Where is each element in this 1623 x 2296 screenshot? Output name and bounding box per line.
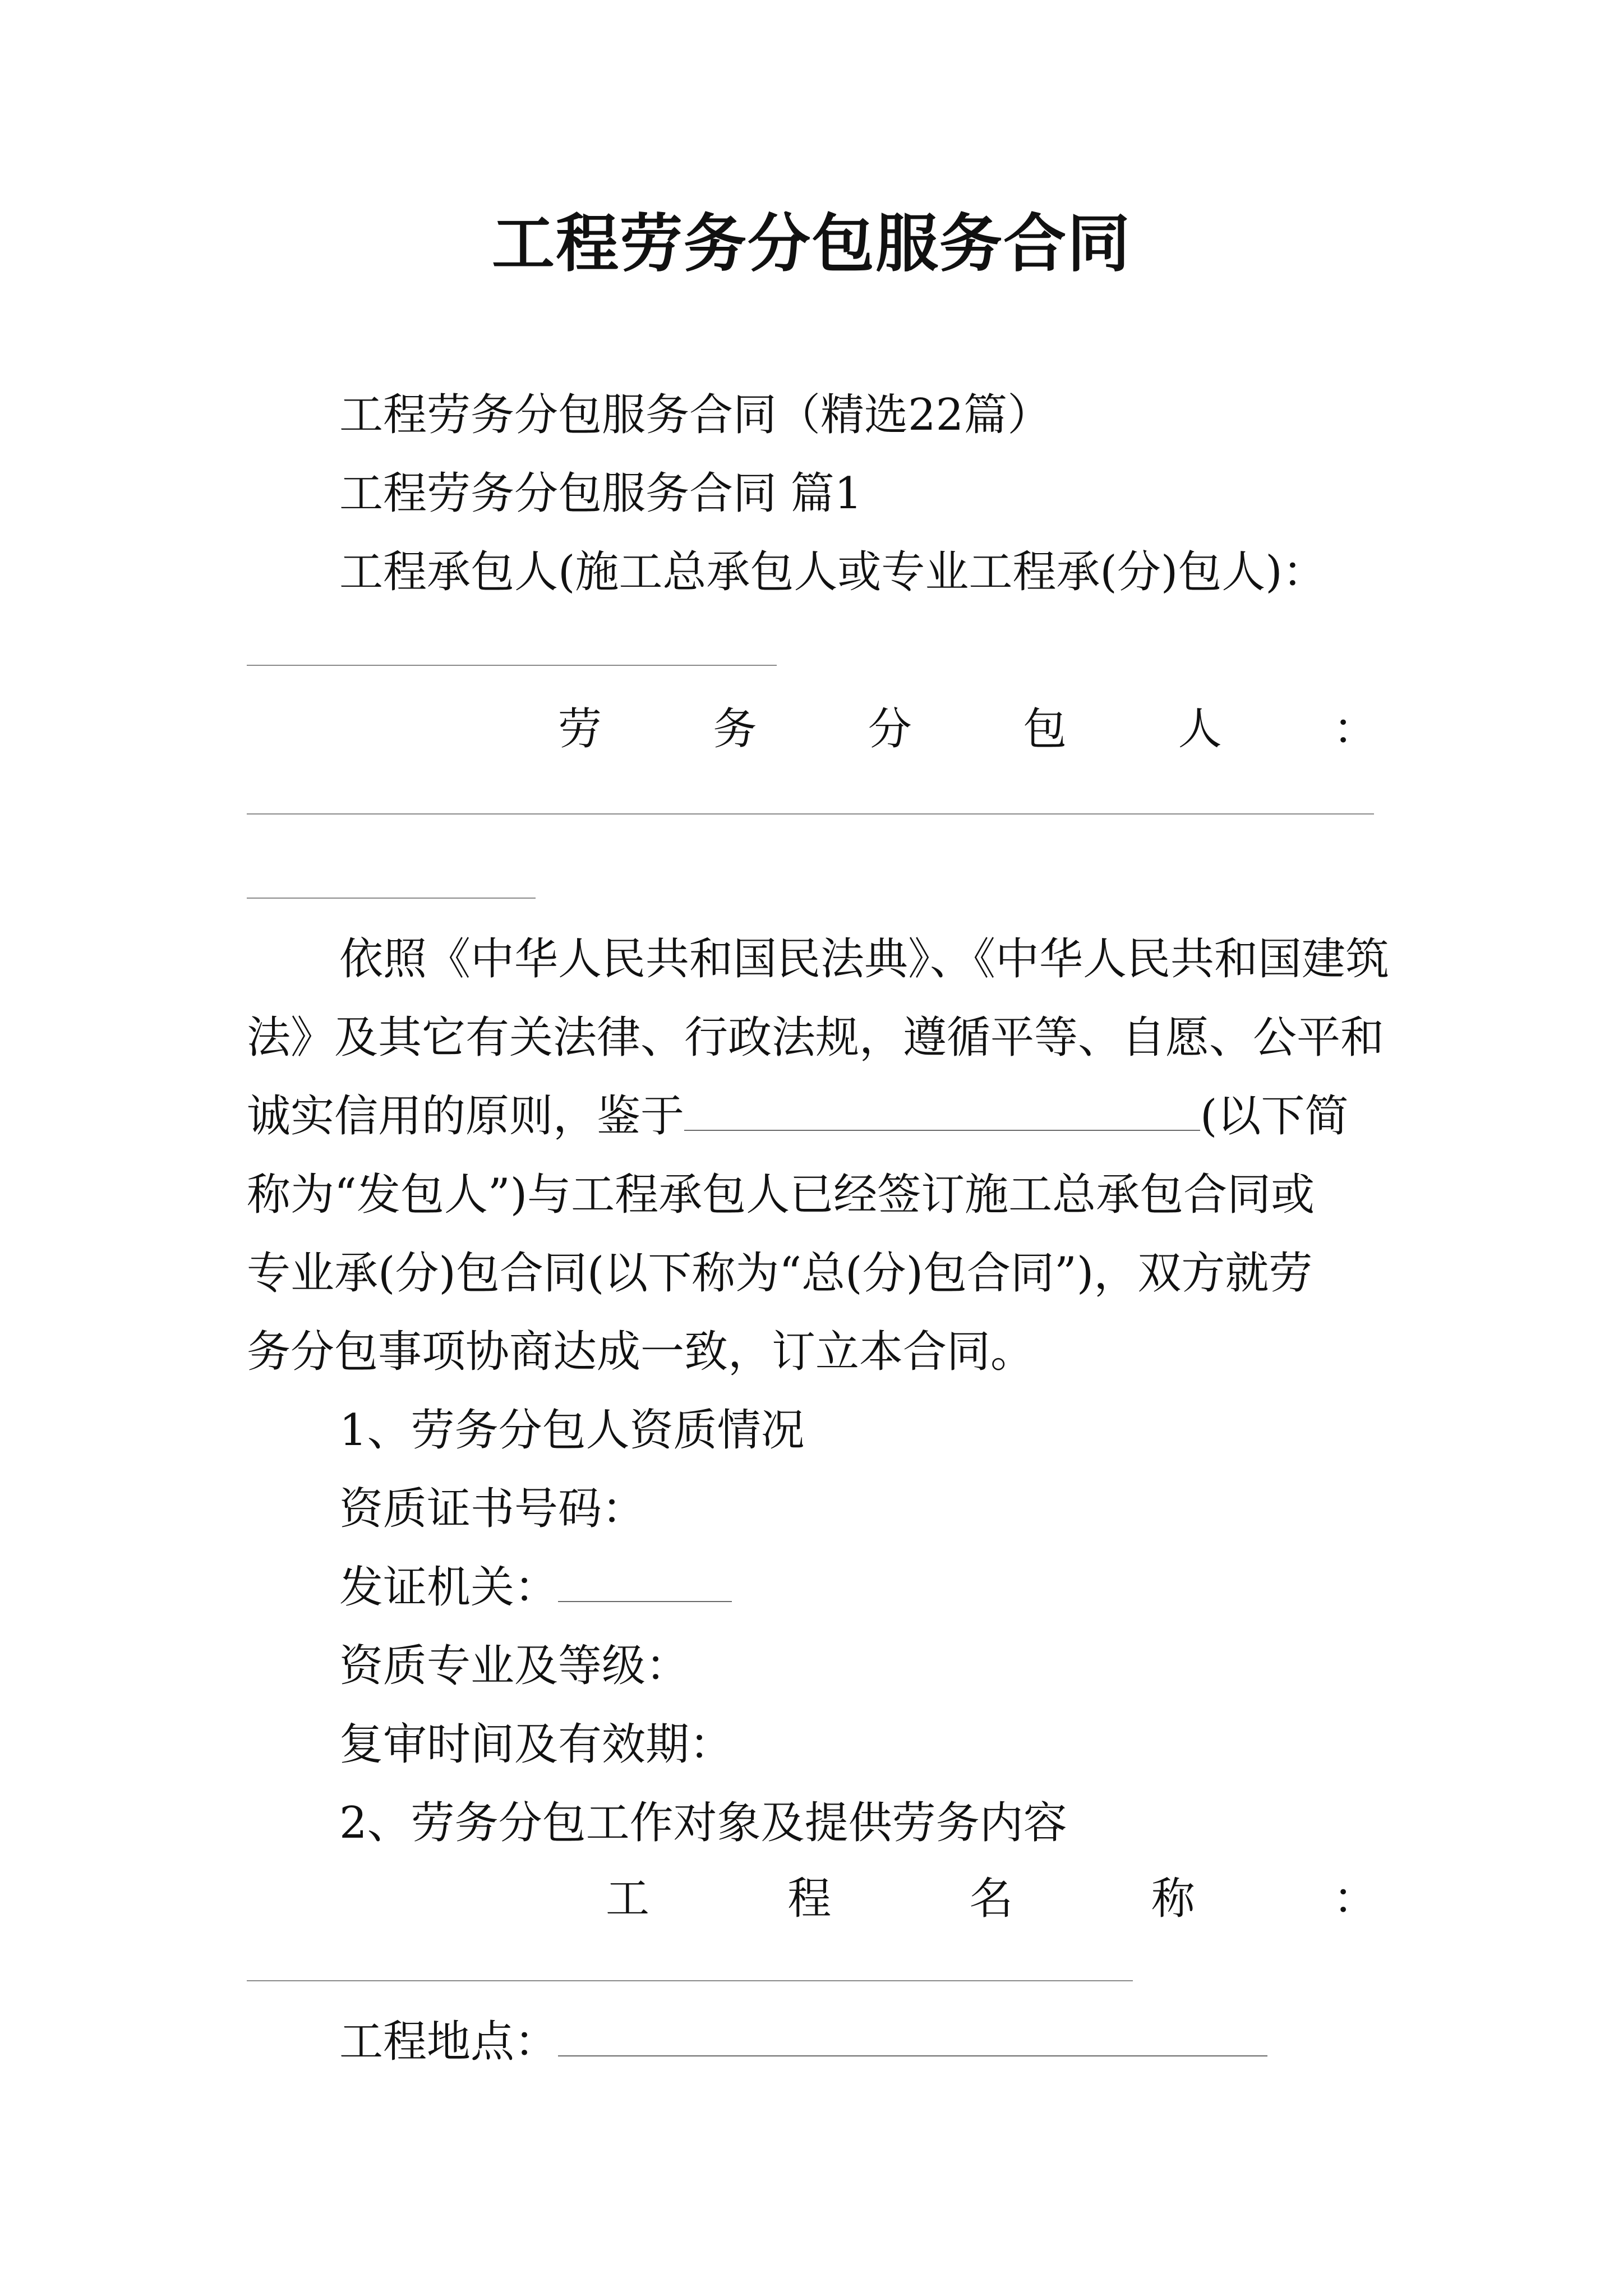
preamble-line-6: 务分包事项协商达成一致，订立本合同。 <box>247 1327 1035 1377</box>
preamble-line-3-tail: (以下简 <box>1200 1091 1349 1142</box>
subcontractor-char: 分 <box>868 704 912 754</box>
project-name-char: 称 <box>1151 1874 1195 1924</box>
subcontractor-blank-line-continued <box>247 898 536 899</box>
subcontractor-char: 劳 <box>558 704 602 754</box>
preamble-line-3 <box>247 1088 1348 1144</box>
project-location-row <box>339 2014 1267 2070</box>
preamble-line-3-text: 诚实信用的原则，鉴于 <box>247 1091 685 1142</box>
subcontractor-blank-line <box>247 813 1374 815</box>
preamble-line-1: 依照《中华人民共和国民法典》、《中华人民共和国建筑 <box>339 934 1390 984</box>
section2-heading: 2、劳务分包工作对象及提供劳务内容 <box>339 1798 1067 1848</box>
project-location-label: 工程地点： <box>339 2017 559 2067</box>
contractor-blank-line <box>247 665 777 666</box>
contractor-label: 工程承包人(施工总承包人或专业工程承(分)包人)： <box>339 547 1326 597</box>
cert-number-label: 资质证书号码： <box>339 1484 646 1534</box>
issuer-row <box>339 1559 732 1616</box>
subcontractor-char: ： <box>1332 704 1377 754</box>
preamble-line-2: 法》及其它有关法律、行政法规，遵循平等、自愿、公平和 <box>247 1013 1385 1063</box>
section1-heading: 1、劳务分包人资质情况 <box>339 1405 805 1456</box>
issuer-blank <box>558 1561 732 1602</box>
specialty-label: 资质专业及等级： <box>339 1641 690 1691</box>
project-name-label <box>606 1871 1377 1927</box>
document-subtitle: 工程劳务分包服务合同（精选22篇） <box>339 390 1052 440</box>
project-name-char: 工 <box>606 1874 650 1924</box>
document-title: 工程劳务分包服务合同 <box>492 207 1131 280</box>
issuer-label: 发证机关： <box>339 1562 559 1613</box>
preamble-line-4: 称为“发包人”)与工程承包人已经签订施工总承包合同或 <box>247 1170 1315 1220</box>
project-location-blank <box>558 2015 1267 2056</box>
project-name-char: ： <box>1332 1874 1377 1924</box>
part-heading: 工程劳务分包服务合同 篇1 <box>339 468 863 519</box>
subcontractor-char: 务 <box>713 704 757 754</box>
employer-name-blank <box>684 1089 1200 1131</box>
subcontractor-char: 包 <box>1023 704 1067 754</box>
project-name-blank-line <box>247 1980 1133 1981</box>
subcontractor-char: 人 <box>1178 704 1222 754</box>
project-name-char: 程 <box>787 1874 832 1924</box>
subcontractor-label <box>558 701 1377 757</box>
project-name-char: 名 <box>969 1874 1013 1924</box>
review-label: 复审时间及有效期： <box>339 1719 734 1770</box>
preamble-line-5: 专业承(分)包合同(以下称为“总(分)包合同”)，双方就劳 <box>247 1248 1313 1299</box>
